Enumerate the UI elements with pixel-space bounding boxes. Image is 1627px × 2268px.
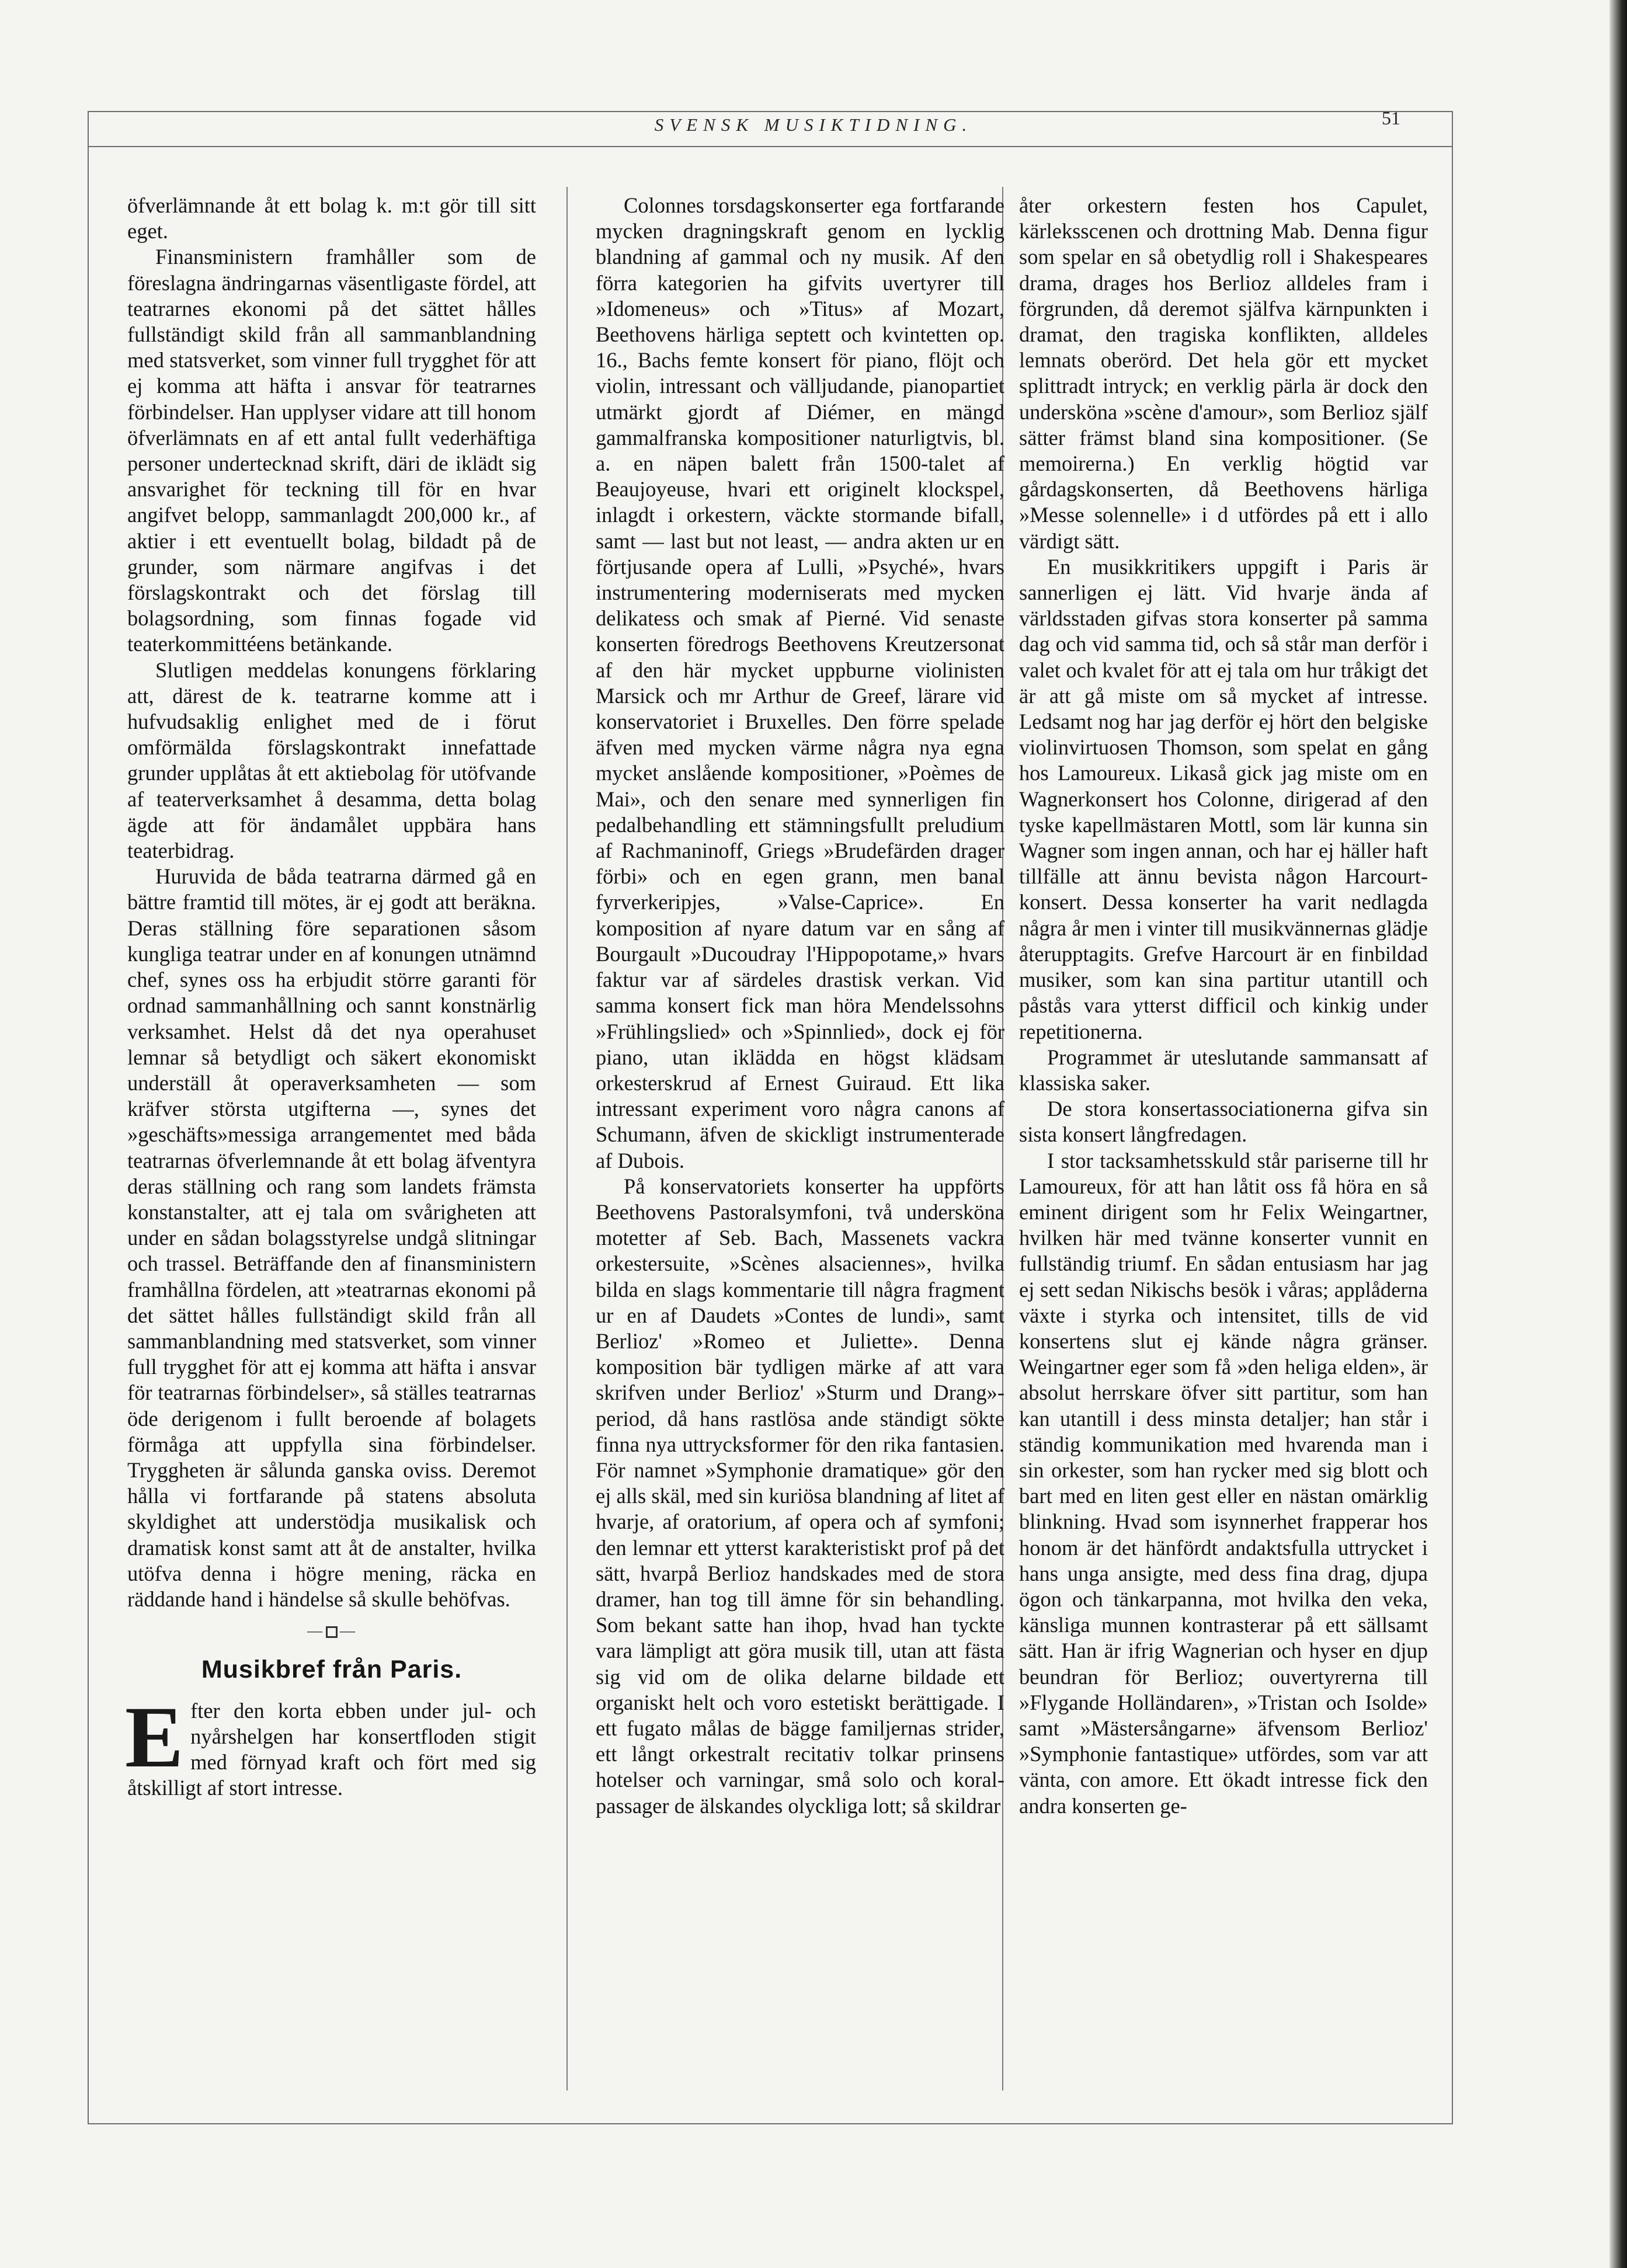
- column-2: [596, 193, 1004, 1819]
- column-3: [1019, 193, 1428, 1819]
- paragraph: Finansministern framhåller som de föreslagna ändringarnas väsentligaste fördel, att teatrarnes ekonomi på det sättet hålles fullständigt skild från all sammanblandning med statsverket, som vinner full trygghet för att ej komma att häfta i ansvar för teatrarnes förbindelser. Han upplyser vidare att till honom öfverlämnats en af ett antal fullt vederhäftiga personer undertecknad skrift, däri de iklädt sig ansvarighet för teckning till för en hvar angifvet belopp, sammanlagdt 200,000 kr., af aktier i ett eventuellt bolag, bildadt på de grunder, som närmare angifvas i det förslagskontrakt och det förslag till bolagsordning, som finnas fogade vid teaterkommittéens betänkande.: [127, 245, 536, 656]
- paragraph: I stor tacksamhetsskuld står pariserne till hr Lamoureux, för att han låtit oss få höra en så eminent dirigent som hr Felix Weingartner, hvilken här med tvänne konserter vunnit en fullständig triumf. En sådan entusiasm har jag ej sett sedan Nikischs besök i våras; applåderna växte i styrka och intensitet, tills de vid konsertens slut ej kände några gränser. Weingartner eger som få »den heliga elden», är absolut herrskare öfver sitt partitur, som han kan utantill i dess minsta detaljer; han står i ständig kommunikation med hvarenda man i sin orkester, som han rycker med sig blott och bart med en liten gest eller en nästan omärklig blinkning. Hvad som isynnerhet frapperar hos honom är det hänfördt andaktsfulla uttrycket i hans unga ansigte, med dess fina drag, djupa ögon och tänkarpanna, mot hvilka den veka, känsliga munnen kontrasterar på ett sällsamt sätt. Han är ifrig Wagnerian och hyser en djup beundran för Berlioz; ouvertyrerna till »Flygande Holländaren», »Tristan och Isolde» samt »Mästersångarne» äfvensom Berlioz' »Symphonie fantastique» utfördes, som var att vänta, con amore. Ett ökadt intresse fick den andra konserten ge-: [1019, 1148, 1428, 1818]
- paragraph: Huruvida de båda teatrarna därmed gå en bättre framtid till mötes, är ej godt att beräkna. Deras ställning före separationen såsom kungliga teatrar under en af konungen utnämnd chef, synes oss ha erbjudit större garanti för ordnad sammanhållning och sannt konstnärlig verksamhet. Helst då det nya operahuset lemnar så betydligt och säkert ekonomiskt underställ åt operaverksamheten — som kräfver största utgifterna —, synes det »geschäfts»messiga arrangementet med båda teatrarnas öfverlemnande åt ett bolag äfventyra deras ställning och rang som landets främsta konstanstalter, att ej tala om svårigheten att under en sådan bolagsstyrelse undgå slitningar och trassel. Beträffande den af finansministern framhållna fördelen, att »teatrarnas ekonomi på det sättet hålles fullständigt skild från all sammanblandning med statsverket, som vinner full trygghet för att ej komma att häfta i ansvar för teatrarnas förbindelser», så ställes teatrarnas öde derigenom i fullt beroende af bolagets förmåga att uppfylla sina förbindelser. Tryggheten är sålunda ganska oviss. Deremot hålla vi fortfarande på statens absoluta skyldighet att understödja musikalisk och dramatisk konst samt att åt de anstalter, hvilka utöfva denna i högre mening, räcka en räddande hand i händelse så skulle behöfvas.: [127, 864, 536, 1611]
- column-rule-1: [566, 187, 568, 2090]
- paragraph: En musikkritikers uppgift i Paris är sannerligen ej lätt. Vid hvarje ända af världsstaden gifvas stora konserter på samma dag och vid samma tid, och så står man derför i valet och kvalet för att ej tala om hur tråkigt det är att gå miste om så mycket af intresse. Ledsamt nog har jag derför ej hört den belgiske violinvirtuosen Thomson, som spelat en gång hos Lamoureux. Likaså gick jag miste om en Wagnerkonsert hos Colonne, dirigerad af den tyske kapellmästaren Mottl, som lär kunna sin Wagner som ingen annan, och har ej häller haft tillfälle att ännu bevista någon Harcourt-konsert. Dessa konserter ha varit nedlagda några år men i vinter till musikvännernas glädje återupptagits. Grefve Harcourt är en finbildad musiker, som kan sina partitur utantill och påstås vara ytterst difficil och kinkig under repetitionerna.: [1019, 554, 1428, 1043]
- article-title: Musikbref från Paris.: [201, 1655, 463, 1684]
- paragraph: De stora konsertassociationerna gifva sin sista konsert långfredagen.: [1019, 1097, 1428, 1147]
- drop-cap: E: [125, 1688, 184, 1786]
- page-number: 51: [1382, 107, 1400, 128]
- paragraph: Colonnes torsdagskonserter ega fortfarande mycken dragningskraft genom en lycklig blandning af gammal och ny musik. Af den förra kategorien ha gifvits uvertyrer till »Idomeneus» och »Titus» af Mozart, Beethovens härliga septett och kvintetten op. 16., Bachs femte konsert för piano, flöjt och violin, intressant och välljudande, pianopartiet utmärkt gjordt af Diémer, en mängd gammalfranska kompositioner naturligtvis, bl. a. en näpen balett från 1500-talet af Beaujoyeuse, hvari ett originelt klockspel, inlagdt i orkestern, väckte stormande bifall, samt — last but not least, — andra akten ur en förtjusande opera af Lulli, »Psyché», hvars instrumentering moderniserats med mycken delikatess och smak af Pierné. Vid senaste konserten föredrogs Beethovens Kreutzersonat af den här mycket uppburne violinisten Marsick och mr Arthur de Greef, lärare vid konservatoriet i Bruxelles. Den förre spelade äfven med mycken värme några nya egna mycket anslående kompositioner, »Poèmes de Mai», och den senare med synnerligen fin pedalbehandling ett stämningsfullt preludium af Rachmaninoff, Griegs »Brudefärden drager förbi» och en egen grann, men banal fyrverkeripjes, »Valse-Caprice». En komposition af nyare datum var en sång af Bourgault »Ducoudray l'Hippopotame,» hvars faktur var af särdeles drastisk verkan. Vid samma konsert fick man höra Mendelssohns »Frühlingslied» och »Spinnlied», dock ej för piano, utan iklädda en högst klädsam orkesterskrud af Ernest Guiraud. Ett lika intressant experiment voro några canons af Schumann, äfven de skickligt instrumenterade af Dubois.: [596, 193, 1004, 1173]
- scan-edge: [1609, 0, 1627, 2268]
- paragraph: åter orkestern festen hos Capulet, kärleksscenen och drottning Mab. Denna figur som spelar en så obetydlig roll i Shakespeares drama, drages hos Berlioz alldeles fram i förgrunden, då deremot själfva kärnpunkten i dramat, den tragiska konflikten, alldeles lemnats oberörd. Det hela gör ett mycket splittradt intryck; en verklig pärla är dock den undersköna »scène d'amour», som Berlioz själf sätter främst bland sina kompositioner. (Se memoirerna.) En verklig högtid var gårdagskonserten, då Beethovens härliga »Messe solennelle» i d utfördes på ett i allo värdigt sätt.: [1019, 193, 1428, 553]
- article-opening: [125, 1688, 536, 1801]
- paragraph: Programmet är uteslutande sammansatt af klassiska saker.: [1019, 1045, 1428, 1095]
- paragraph: Slutligen meddelas konungens förklaring att, därest de k. teatrarne komme att i hufvudsaklig enlighet med de i förut omförmälda förslagskontrakt innefattade grunder upplåtas åt ett aktiebolag för utöfvande af teaterverksamhet å desamma, detta bolag ägde att för ändamålet uppbära hans teaterbidrag.: [127, 658, 536, 863]
- paragraph: öfverlämnande åt ett bolag k. m:t gör till sitt eget.: [127, 193, 536, 244]
- paragraph: På konservatoriets konserter ha uppförts Beethovens Pastoralsymfoni, två undersköna motetter af Seb. Bach, Massenets vackra orkestersuite, »Scènes alsaciennes», hvilka bilda en slags kommentarie till några fragment ur en af Daudets »Contes de lundi», samt Berlioz' »Romeo et Juliette». Denna komposition bär tydligen märke af att vara skrifven under Berlioz' »Sturm und Drang»-period, då hans rastlösa ande ständigt sökte finna nya uttrycksformer för den rika fantasien. För namnet »Symphonie dramatique» gör den ej alls skäl, med sin kuriösa blandning af litet af hvarje, af oratorium, af opera och af symfoni; den lemnar ett ytterst karakteristiskt prof på det sätt, hvarpå Berlioz handskades med de stora dramer, han tog till ämne för sin behandling. Som bekant satte han ihop, hvad han tyckte vara lämpligt att göra musik till, utan att fästa sig vid om de olika delarne bildade ett organiskt helt och voro estetiskt berättigade. I ett fugato målas de bägge familjernas strider, ett långt orkestralt recitativ tolkar prinsens hotelser och varningar, små solo och koral-passager de älskandes olyckliga lott; så skildrar: [596, 1174, 1004, 1818]
- paragraph: fter den korta ebben under jul- och nyårshelgen har konsertfloden stigit med förnyad kraft och fört med sig åtskilligt af stort intresse.: [127, 1698, 536, 1800]
- header-rule: [88, 146, 1453, 147]
- running-head: SVENSK MUSIKTIDNING.: [654, 114, 973, 135]
- section-ornament: — —: [307, 1622, 356, 1640]
- column-1: [127, 193, 536, 1801]
